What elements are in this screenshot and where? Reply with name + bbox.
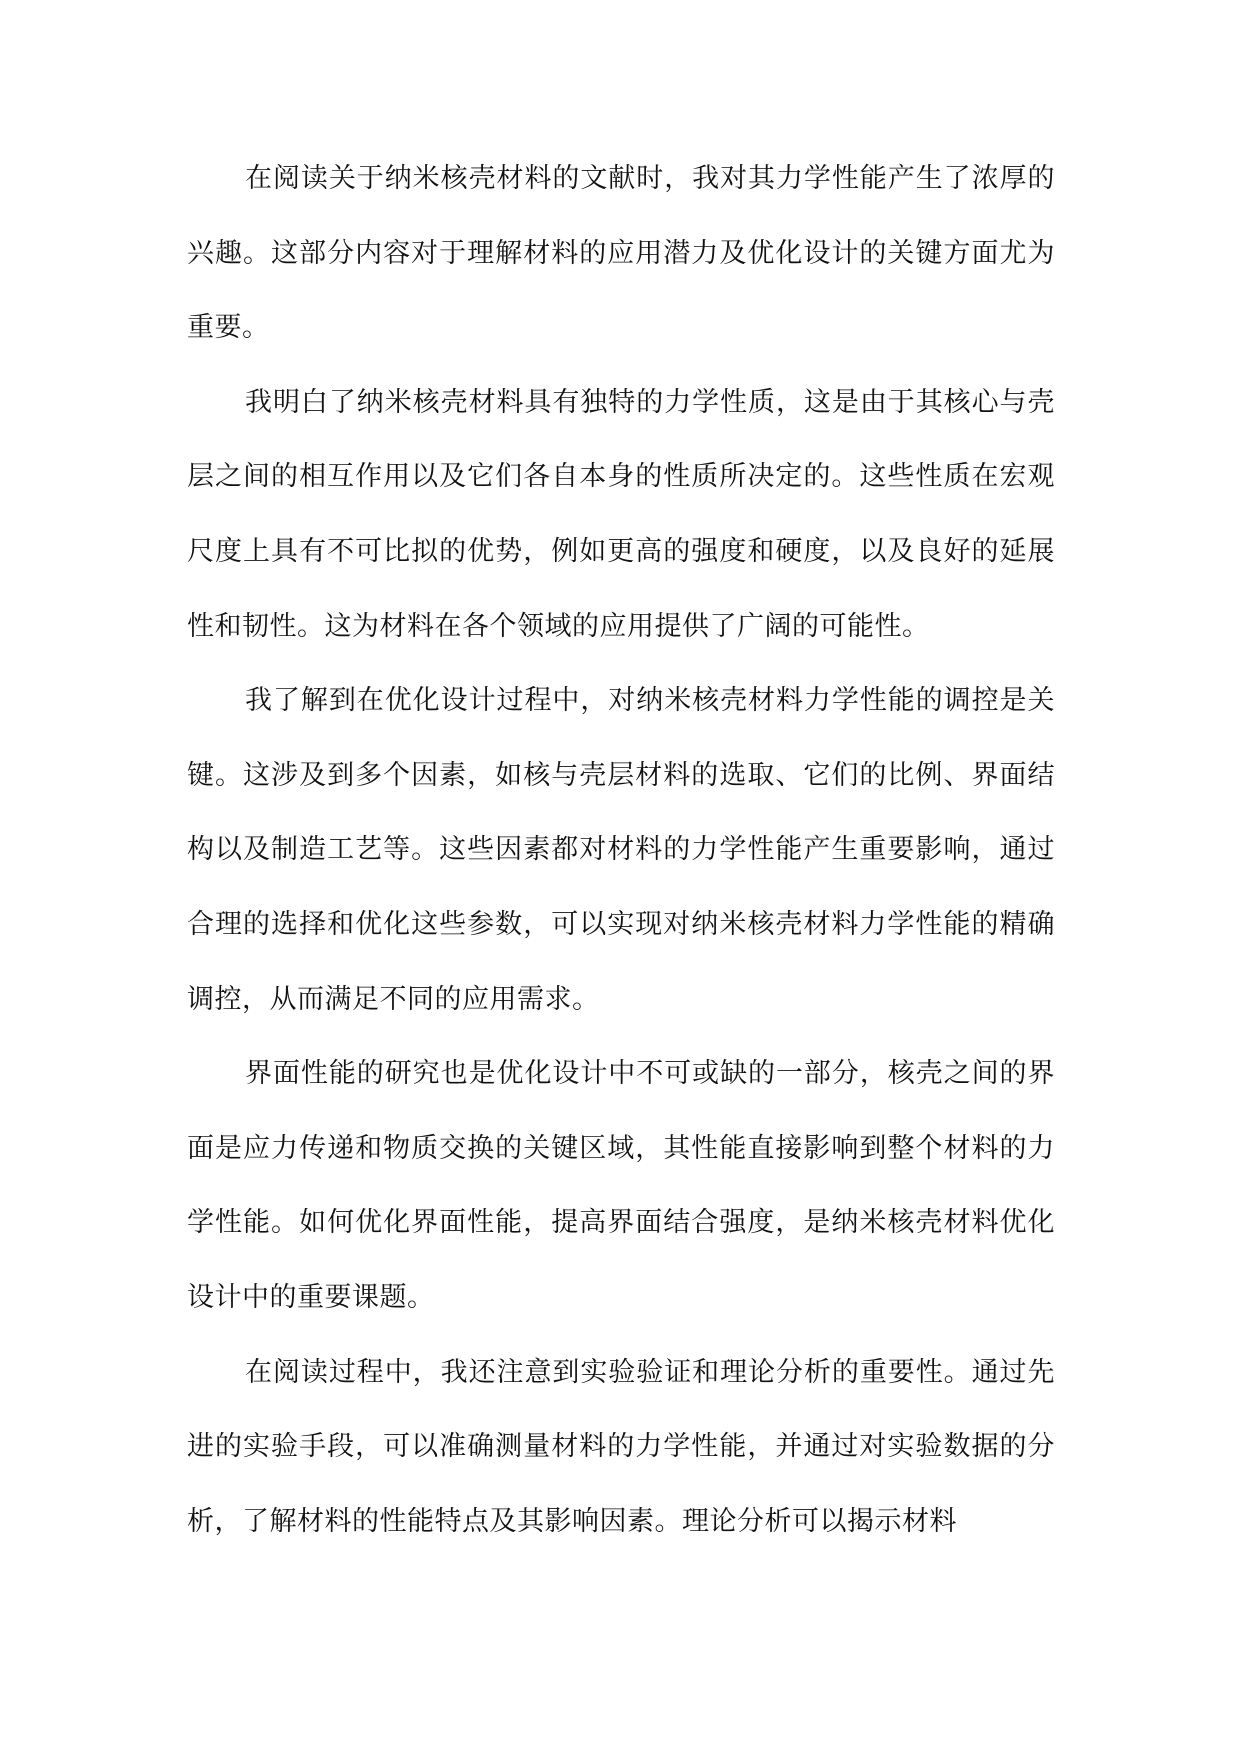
- paragraph-3: 我了解到在优化设计过程中，对纳米核壳材料力学性能的调控是关键。这涉及到多个因素，如核与壳层材料的选取、它们的比例、界面结构以及制造工艺等。这些因素都对材料的力学性能产生重要影响，通过合理的选择和优化这些参数，可以实现对纳米核壳材料力学性能的精确调控，从而满足不同的应用需求。: [187, 685, 1055, 1015]
- paragraph-1: 在阅读关于纳米核壳材料的文献时，我对其力学性能产生了浓厚的兴趣。这部分内容对于理解材料的应用潜力及优化设计的关键方面尤为重要。: [187, 163, 1055, 344]
- document-body: [187, 142, 1055, 1559]
- paragraph-4: 界面性能的研究也是优化设计中不可或缺的一部分，核壳之间的界面是应力传递和物质交换的关键区域，其性能直接影响到整个材料的力学性能。如何优化界面性能，提高界面结合强度，是纳米核壳材料优化设计中的重要课题。: [187, 1058, 1055, 1313]
- paragraph-5: 在阅读过程中，我还注意到实验验证和理论分析的重要性。通过先进的实验手段，可以准确测量材料的力学性能，并通过对实验数据的分析，了解材料的性能特点及其影响因素。理论分析可以揭示材料: [187, 1356, 1055, 1537]
- paragraph-2: 我明白了纳米核壳材料具有独特的力学性质，这是由于其核心与壳层之间的相互作用以及它们各自本身的性质所决定的。这些性质在宏观尺度上具有不可比拟的优势，例如更高的强度和硬度，以及良好的延展性和韧性。这为材料在各个领域的应用提供了广阔的可能性。: [187, 386, 1055, 642]
